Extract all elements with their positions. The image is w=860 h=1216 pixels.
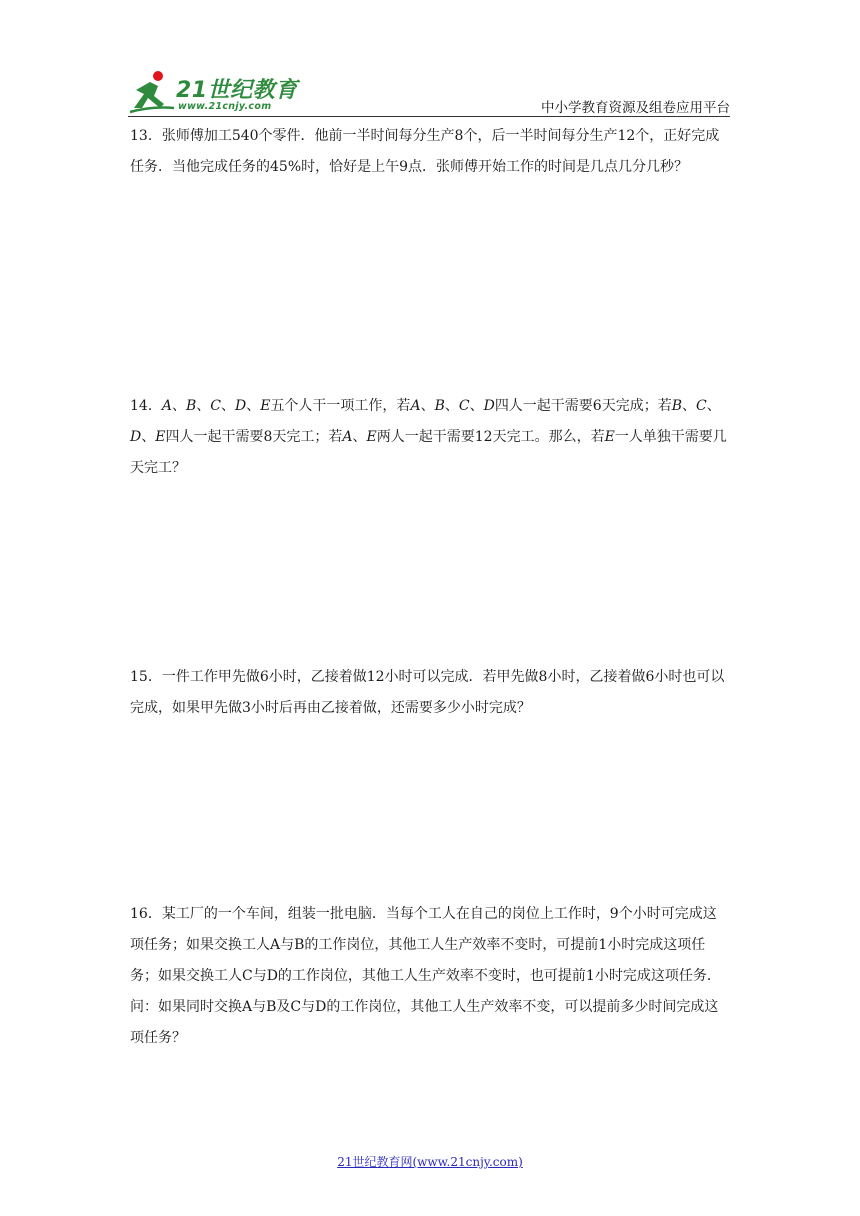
- var-c: C: [458, 398, 470, 414]
- var-e: E: [604, 429, 615, 445]
- var-c: C: [696, 398, 707, 414]
- var-d: D: [483, 398, 495, 414]
- separator: 、: [171, 398, 186, 414]
- var-c: C: [210, 398, 221, 414]
- separator: 、: [682, 398, 697, 414]
- header-divider: [128, 116, 730, 117]
- question-14: [130, 391, 730, 484]
- separator: 、: [706, 398, 721, 414]
- var-a: A: [410, 398, 421, 414]
- separator: 、: [246, 398, 261, 414]
- question-15: 15．一件工作甲先做6小时，乙接着做12小时可以完成．若甲先做8小时，乙接着做6小时也可以完成，如果甲先做3小时后再由乙接着做，还需要多少小时完成？: [130, 669, 725, 716]
- page-header: [128, 66, 730, 118]
- separator: 、: [196, 398, 211, 414]
- separator: 、: [352, 429, 367, 445]
- text-segment: 四人一起干需要6天完成；若: [494, 398, 672, 414]
- separator: 、: [420, 398, 435, 414]
- var-a: A: [161, 398, 172, 414]
- separator: 、: [469, 398, 484, 414]
- page-footer: [0, 1153, 860, 1170]
- var-d: D: [130, 429, 142, 445]
- text-segment: 两人一起干需要12天完工。那么，若: [376, 429, 605, 445]
- var-b: B: [185, 398, 197, 414]
- site-logo[interactable]: [128, 66, 308, 118]
- logo-url: www.21cnjy.com: [178, 101, 272, 112]
- text-segment: 五个人干一项工作，若: [270, 398, 411, 414]
- var-b: B: [671, 398, 683, 414]
- var-e: E: [366, 429, 377, 445]
- question-13: 13．张师傅加工540个零件．他前一半时间每分生产8个，后一半时间每分生产12个，正好完成任务．当他完成任务的45%时，恰好是上午9点．张师傅开始工作的时间是几点几分几秒？: [130, 128, 720, 175]
- question-number: 14．: [130, 398, 162, 414]
- var-e: E: [260, 398, 271, 414]
- footer-link[interactable]: 21世纪教育网(www.21cnjy.com): [337, 1155, 523, 1169]
- var-e: E: [155, 429, 166, 445]
- platform-title: 中小学教育资源及组卷应用平台: [541, 100, 730, 116]
- text-segment: 四人一起干需要8天完工；若: [165, 429, 343, 445]
- runner-logo-icon: [128, 68, 176, 116]
- separator: 、: [220, 398, 235, 414]
- logo-text: 21世纪教育: [176, 78, 298, 103]
- separator: 、: [141, 429, 156, 445]
- var-d: D: [234, 398, 247, 414]
- question-16: 16．某工厂的一个车间，组装一批电脑．当每个工人在自己的岗位上工作时，9个小时可完成这项任务；如果交换工人A与B的工作岗位，其他工人生产效率不变时，可提前1小时完成这项任务；如果交换工人C与D的工作岗位，其他工人生产效率不变时，也可提前1小时完成这项任务．问：如果同时交换A与B及C与D的工作岗位，其他工人生产效率不变，可以提前多少时间完成这项任务？: [130, 906, 721, 1046]
- separator: 、: [444, 398, 459, 414]
- var-a: A: [342, 429, 353, 445]
- text-segment: 一人单独干需要几天完工？: [130, 429, 727, 476]
- var-b: B: [434, 398, 445, 414]
